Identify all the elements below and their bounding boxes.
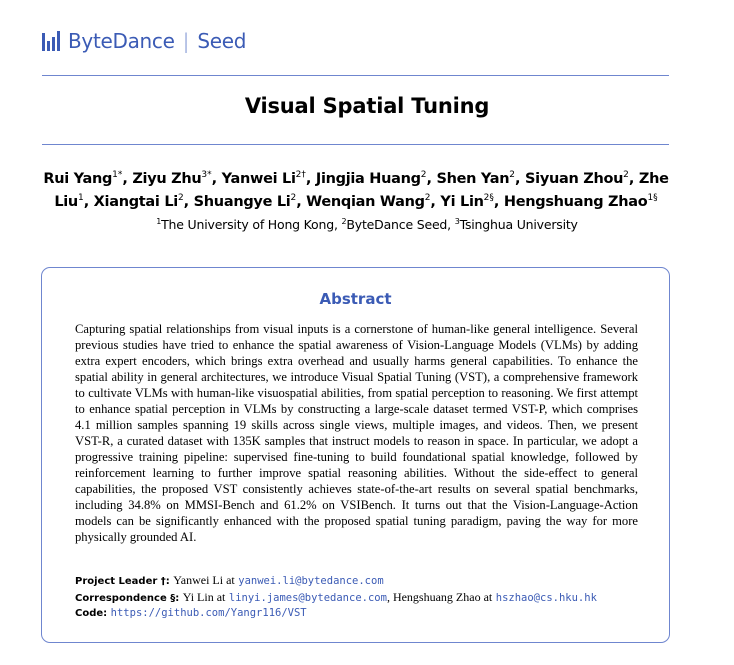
project-leader-email-link[interactable]: yanwei.li@bytedance.com (238, 575, 384, 587)
author: Yanwei $Li^{2\dagger}$ (221, 170, 306, 187)
abstract-line: spatial benchmarks, including 34.8% on MMSI-Bench and 61.2% on VSIBench. It turns out that (75, 482, 638, 512)
abstract-line: training pipeline: supervised fine-tuning to build foundational spatial knowledge, followed by (138, 450, 638, 464)
abstract-body (75, 321, 638, 545)
correspondence-text: Yi Lin at (182, 590, 226, 604)
project-leader-line (75, 573, 638, 589)
abstract-line: the Vision-Language-Action models can be significantly enhanced with the proposed spatial tuning (75, 498, 639, 528)
affiliations: $^1$The University of Hong Kong, $^2$ByteDance Seed, $^3$Tsinghua University (156, 217, 578, 233)
top-rule (42, 75, 669, 76)
author: Shen Yan$^2$ (436, 170, 516, 187)
author: Xiangtai Li$^2$ (93, 192, 184, 210)
abstract-box (41, 267, 670, 643)
abstract-line: capabilities. To enhance the spatial ability in general architectures, we introduce Visual Spatial (75, 354, 639, 384)
bytedance-seed-logo (42, 28, 246, 54)
title-rule (42, 144, 669, 145)
author: Rui Yang$^{1*}$ (43, 170, 123, 187)
abstract-line: Tuning (VST), a comprehensive framework to cultivate VLMs with human-like visuospatial abilities, (75, 370, 638, 400)
abstract-line: constructing a large-scale dataset termed VST-P, which comprises 4.1 million samples spanning 19 (75, 402, 638, 432)
abstract-line: Several previous studies have tried to enhance the spatial awareness of Vision-Language Models (75, 322, 638, 352)
code-label: Code: (75, 608, 108, 619)
author: Siyuan Zhou$^2$ (525, 170, 629, 187)
paper-title: Visual Spatial Tuning (244, 94, 490, 118)
author: Ziyu Zhu$^{3*}$ (132, 170, 212, 187)
affiliation: $^2$ByteDance Seed (341, 217, 448, 233)
author: Jingjia Huang$^2$ (315, 170, 427, 187)
author: Shuangye Li$^2$ (193, 192, 297, 210)
correspondence-email-link-2[interactable]: hszhao@cs.hku.hk (495, 592, 597, 604)
project-leader-label: Project Leader †: (75, 576, 170, 587)
correspondence-line (75, 590, 638, 606)
correspondence-label: Correspondence §: (75, 593, 180, 604)
brand-separator: | (182, 29, 190, 53)
product-name: Seed (197, 29, 247, 53)
author: Yi Lin$^{2\S}$ (440, 192, 494, 210)
project-leader-text: Yanwei Li at (173, 573, 235, 587)
abstract-line: skills across single views, multiple images, and videos. Then, we present VST-R, a curated dataset (75, 418, 638, 448)
affiliation: $^3$Tsinghua University (454, 217, 578, 233)
code-repo-link[interactable]: https://github.com/Yangr116/VST (110, 607, 307, 619)
author-list: Rui Yang$^{1*}$, Ziyu Zhu$^{3*}$, Yanwei $Li^{2\dagger}$, Jingjia Huang$^2$, Shen Yan$^2$, Siyuan Zhou$^2$, Zhe Liu$^1$, Xiangtai Li$^2$, Shuangye Li$^2$, Wenqian Wang$^2$, Yi Lin$^{2\S}$, Hengshuang Zhao$^{1\S}$ (43, 170, 669, 210)
abstract-line: from spatial perception to reasoning. We first attempt to enhance spatial perception in VLMs by (75, 386, 638, 416)
correspondence-text-2: , Hengshuang Zhao at (386, 590, 493, 604)
author: Wenqian Wang$^2$ (306, 192, 431, 210)
affiliation: $^1$The University of Hong Kong (156, 217, 334, 233)
code-line (75, 606, 638, 621)
abstract-line: general capabilities, the proposed VST consistently achieves state-of-the-art results on several (75, 466, 638, 496)
brand-name: ByteDance (68, 29, 175, 53)
correspondence-email-link-1[interactable]: linyi.james@bytedance.com (228, 592, 387, 604)
author: Hengshuang Zhao$^{1\S}$ (503, 192, 658, 210)
abstract-line: (VLMs) by adding extra expert encoders, which brings extra overhead and usually harms general (75, 338, 638, 368)
abstract-heading: Abstract (319, 290, 392, 308)
abstract-line: with 135K samples that instruct models to reason in space. In particular, we adopt a progressive (75, 434, 638, 464)
abstract-line: Capturing spatial relationships from visual inputs is a cornerstone of human-like general intelligence. (75, 322, 597, 336)
author: Zhe Liu$^1$ (54, 170, 669, 210)
abstract-line: reinforcement learning to further improve spatial reasoning abilities. Without the side-effect to (75, 466, 594, 480)
bytedance-logo-icon (42, 31, 60, 51)
abstract-line: paradigm, paving the way for more physically grounded AI. (75, 514, 638, 544)
